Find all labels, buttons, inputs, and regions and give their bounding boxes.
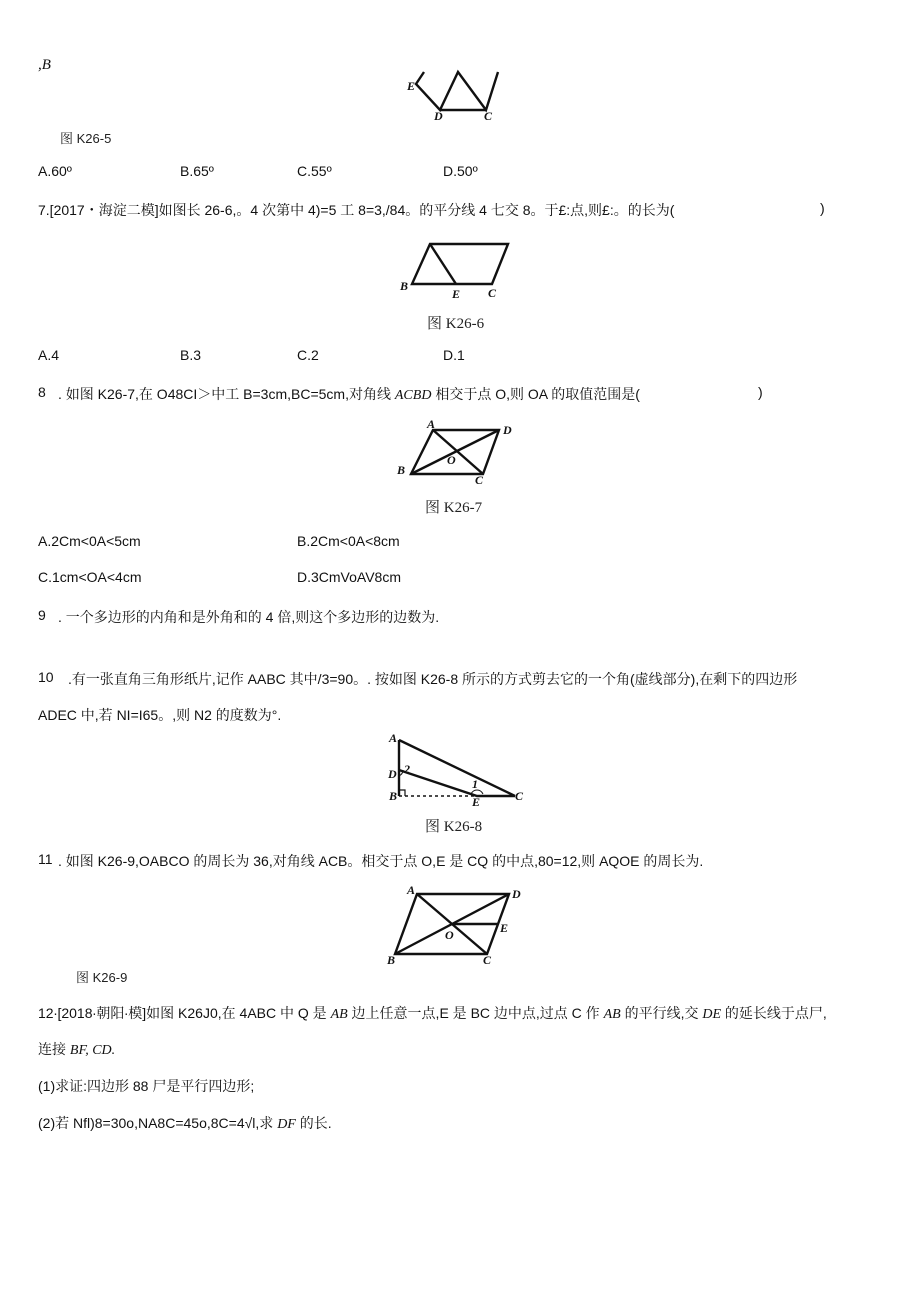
fig9-label-c: C [483, 953, 492, 967]
fig5-label-c: C [484, 109, 493, 123]
figure-k26-7 [395, 417, 525, 487]
q8-option-c: C.1cm<OA<4cm [38, 569, 142, 585]
fig6-label-c: C [488, 286, 497, 300]
figure-k26-6 [398, 242, 518, 302]
fig7-label-b: B [397, 463, 406, 477]
q8-option-d: D.3CmVoAV8cm [297, 569, 401, 585]
q9-question-text: . 一个多边形的内角和是外角和的 4 倍,则这个多边形的边数为. [58, 609, 440, 625]
q6-option-a: A.60º [38, 163, 72, 179]
figure-caption-k26-6: 图 K26-6 [427, 316, 485, 332]
q12-part1: (1)求证:四边形 88 尸是平行四边形; [38, 1078, 255, 1094]
q6-option-c: C.55º [297, 163, 332, 179]
q7-option-c: C.2 [297, 347, 319, 363]
fig8-label-a: A [389, 731, 398, 745]
q8-number: 8 [38, 384, 46, 400]
q7-paren-close: ) [820, 200, 825, 216]
q7-question-text: 7.[2017・海淀二模]如图长 26-6,。4 次第中 4)=5 工 8=3,/84。的平分线 4 七交 8。于£:点,则£:。的长为( [38, 202, 675, 218]
q6-option-d: D.50º [443, 163, 478, 179]
fig6-label-b: B [400, 279, 409, 293]
fig7-label-c: C [475, 473, 484, 487]
q6-option-b: B.65º [180, 163, 214, 179]
q10-number: 10 [38, 669, 54, 685]
q10-question-line2: ADEC 中,若 NI=I65。,则 N2 的度数为°. [38, 707, 282, 723]
q8-question-text: . 如图 K26-7,在 O48CI＞中工 B=3cm,BC=5cm,对角线 ACBD 相交于点 O,则 OA 的取值范围是( [58, 386, 640, 403]
figure-k26-9 [383, 884, 533, 966]
fig5-label-e: E [407, 79, 416, 93]
fig8-label-1: 1 [472, 777, 478, 791]
fig9-label-e: E [500, 921, 509, 935]
fig8-label-d: D [388, 767, 397, 781]
q12-question-line2: 连接 BF, CD. [38, 1041, 116, 1058]
fig9-label-o: O [445, 928, 454, 942]
figure-caption-k26-8: 图 K26-8 [425, 819, 483, 835]
q12-part2: (2)若 Nfl)8=30o,NA8C=45o,8C=4√l,求 DF 的长. [38, 1115, 332, 1132]
figure-caption-k26-5: 图 K26-5 [60, 131, 112, 146]
fig7-label-d: D [503, 423, 512, 437]
q8-paren-close: ) [758, 384, 763, 400]
fig9-label-a: A [407, 883, 416, 897]
q11-question-text: . 如图 K26-9,OABCO 的周长为 36,对角线 ACB。相交于点 O,E 是 CQ 的中点,80=12,则 AQOE 的周长为. [58, 853, 704, 869]
fig9-label-d: D [512, 887, 521, 901]
q7-option-a: A.4 [38, 347, 60, 363]
q7-option-d: D.1 [443, 347, 465, 363]
top-fragment-label: ,B [38, 57, 51, 73]
figure-k26-5 [400, 70, 510, 123]
figure-caption-k26-7: 图 K26-7 [425, 500, 483, 516]
fig8-label-c: C [515, 789, 524, 803]
q12-question-line1: 12∙[2018∙朝阳∙模]如图 K26J0,在 4ABC 中 Q 是 AB 边上任意一点,E 是 BC 边中点,过点 C 作 AB 的平行线,交 DE 的延长线于点尸, [38, 1005, 827, 1022]
q9-number: 9 [38, 607, 46, 623]
fig7-label-o: O [447, 453, 456, 467]
fig9-label-b: B [387, 953, 396, 967]
q10-question-line1: .有一张直角三角形纸片,记作 AABC 其中/3=90。. 按如图 K26-8 所示的方式剪去它的一个角(虚线部分),在剩下的四边形 [68, 671, 798, 687]
fig8-label-b: B [389, 789, 398, 803]
q11-number: 11 [38, 851, 53, 867]
fig5-label-d: D [434, 109, 443, 123]
figure-k26-8 [385, 730, 535, 808]
fig8-label-e: E [472, 795, 481, 809]
q7-option-b: B.3 [180, 347, 202, 363]
q8-option-a: A.2Cm<0A<5cm [38, 533, 141, 549]
fig8-label-2: 2 [404, 762, 410, 776]
fig7-label-a: A [427, 417, 436, 431]
fig6-label-e: E [452, 287, 461, 301]
figure-caption-k26-9: 图 K26-9 [76, 970, 128, 985]
q8-option-b: B.2Cm<0A<8cm [297, 533, 400, 549]
